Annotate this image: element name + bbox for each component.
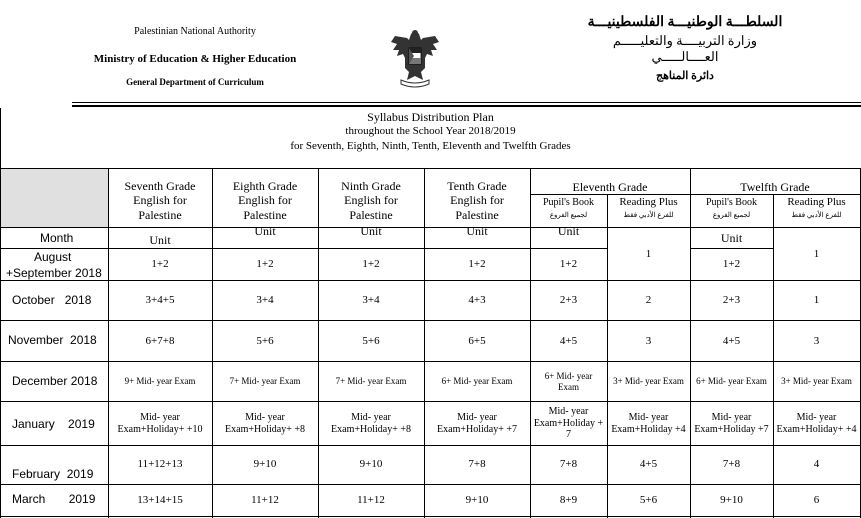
grade12-header: Twelfth Grade	[740, 180, 810, 194]
table-cell: 8+9	[559, 494, 578, 507]
table-cell: 1+2	[151, 258, 169, 271]
title-line1: Syllabus Distribution Plan	[367, 110, 494, 124]
table-cell: Mid- year Exam+Holiday+ +10	[117, 412, 203, 435]
grade10-unit: Unit	[466, 224, 488, 238]
grade7-unit: Unit	[149, 233, 171, 247]
table-cell: 5+6	[362, 334, 380, 347]
table-cell: 11+12	[357, 494, 385, 507]
grade12-pupils-book: Pupil's Book لجميع الفروع	[706, 197, 757, 219]
table-cell: 6+ Mid- year Exam	[441, 376, 513, 387]
table-cell: 1+2	[362, 258, 380, 271]
table-cell: 11+12	[251, 494, 279, 507]
table-cell: 3+4	[362, 294, 380, 307]
table-cell: 9+ Mid- year Exam	[124, 376, 196, 387]
grade8-header: Eighth Grade English for Palestine	[232, 179, 298, 222]
ministry-ar-line2: العــــالـــــي	[651, 49, 719, 64]
table-cell: 3+ Mid- year Exam	[613, 376, 684, 387]
title-line2: throughout the School Year 2018/2019	[345, 125, 516, 137]
palestinian-eagle-emblem-icon	[387, 24, 443, 90]
grade12-reading-aug-sep: 1	[813, 247, 820, 260]
table-cell: 4+5	[639, 457, 658, 470]
grade9-header: Ninth Grade English for Palestine	[341, 179, 401, 222]
authority-ar: السلطـــة الوطنيـــة الفلسطينيـــة	[587, 15, 783, 30]
table-cell: 1+2	[468, 258, 486, 271]
table-cell: Mid- year Exam+Holiday+ +7	[437, 412, 517, 435]
table-cell: 7+ Mid- year Exam	[229, 376, 301, 387]
table-cell: Mid- year Exam+Holiday+ +8	[331, 412, 411, 435]
table-cell: 1	[813, 294, 820, 307]
header-right	[585, 14, 785, 82]
table-cell: 6+7+8	[145, 334, 175, 347]
table-cell: 4+5	[559, 334, 578, 347]
authority-en: Palestinian National Authority	[134, 26, 256, 37]
header-left	[70, 18, 320, 87]
table-cell: 9+10	[253, 457, 277, 470]
month-mar: March 2019	[12, 492, 96, 506]
table-cell: 7+8	[722, 457, 741, 470]
grade11-header: Eleventh Grade	[572, 180, 648, 194]
ministry-ar-line1: وزارة التربيــــة والتعليـــــم	[612, 33, 758, 48]
month-dec: December 2018	[12, 374, 98, 388]
table-cell: 6+ Mid- year Exam	[544, 371, 593, 392]
month-oct: October 2018	[12, 293, 92, 307]
grade7-header: Seventh Grade English for Palestine	[124, 179, 196, 222]
grade11-pupils-book: Pupil's Book لجميع الفروع	[543, 197, 594, 219]
table-cell: Mid- year Exam+Holiday+ +8	[225, 412, 305, 435]
table-cell: 9+10	[465, 494, 489, 507]
month-sep: +September 2018	[6, 266, 102, 280]
grade10-header: Tenth Grade English for Palestine	[447, 179, 507, 222]
table-cell: Mid- year Exam+Holiday+ +4	[776, 412, 857, 435]
grade11-reading-plus: Reading Plus للفرع الأدبي فقط	[619, 196, 678, 220]
table-cell: 6+5	[468, 334, 486, 347]
table-cell: Mid- year Exam+Holiday + 7	[533, 406, 604, 441]
grade9-unit: Unit	[360, 224, 382, 238]
grade11-reading-aug-sep: 1	[645, 247, 652, 260]
table-cell: 5+6	[639, 494, 658, 507]
grade11-unit: Unit	[557, 224, 580, 238]
month-feb: February 2019	[12, 467, 94, 481]
table-cell: 3+4	[256, 294, 274, 307]
department-en: General Department of Curriculum	[126, 77, 264, 87]
table-cell: 7+8	[468, 457, 486, 470]
ministry-en: Ministry of Education & Higher Education	[93, 53, 297, 65]
table-cell: 9+10	[720, 494, 743, 507]
table-cell: Mid- year Exam+Holiday +7	[694, 412, 769, 435]
table-cell: 3	[645, 334, 652, 347]
table-cell: 4+5	[722, 334, 741, 347]
table-cell: 13+14+15	[137, 494, 183, 507]
table-cell: 11+12+13	[137, 457, 183, 470]
table-cell: 1+2	[559, 258, 578, 271]
month-aug: August	[34, 250, 72, 264]
department-ar: دائرة المناهج	[656, 70, 714, 82]
table-cell: 5+6	[256, 334, 274, 347]
table-cell: 3+ Mid- year Exam	[781, 376, 852, 387]
grade8-unit: Unit	[254, 224, 276, 238]
table-cell: 4	[813, 457, 820, 470]
month-header: Month	[40, 231, 74, 245]
grade12-reading-plus: Reading Plus للفرع الأدبي فقط	[787, 196, 846, 220]
table-cell: Mid- year Exam+Holiday +4	[611, 412, 686, 435]
header-rule-thick	[72, 105, 861, 107]
month-nov: November 2018	[8, 333, 97, 347]
table-cell: 2+3	[722, 294, 741, 307]
header-rule	[72, 102, 861, 103]
table-cell: 6+ Mid- year Exam	[696, 376, 767, 387]
table-cell: 2	[645, 294, 652, 307]
table-cell: 6	[813, 494, 820, 507]
title-line3: for Seventh, Eighth, Ninth, Tenth, Eleventh and Twelfth Grades	[290, 140, 571, 152]
table-cell: 1+2	[722, 258, 741, 271]
table-cell: 3	[813, 334, 820, 347]
table-cell: 3+4+5	[145, 294, 175, 307]
table-cell: 1+2	[256, 258, 274, 271]
month-jan: January 2019	[12, 417, 95, 431]
table-cell: 4+3	[468, 294, 486, 307]
table-cell: 7+8	[559, 457, 578, 470]
grade12-unit: Unit	[720, 231, 743, 245]
table-cell: 7+ Mid- year Exam	[335, 376, 407, 387]
table-cell: 2+3	[559, 294, 578, 307]
header-shade	[1, 169, 108, 227]
table-cell: 9+10	[359, 457, 383, 470]
